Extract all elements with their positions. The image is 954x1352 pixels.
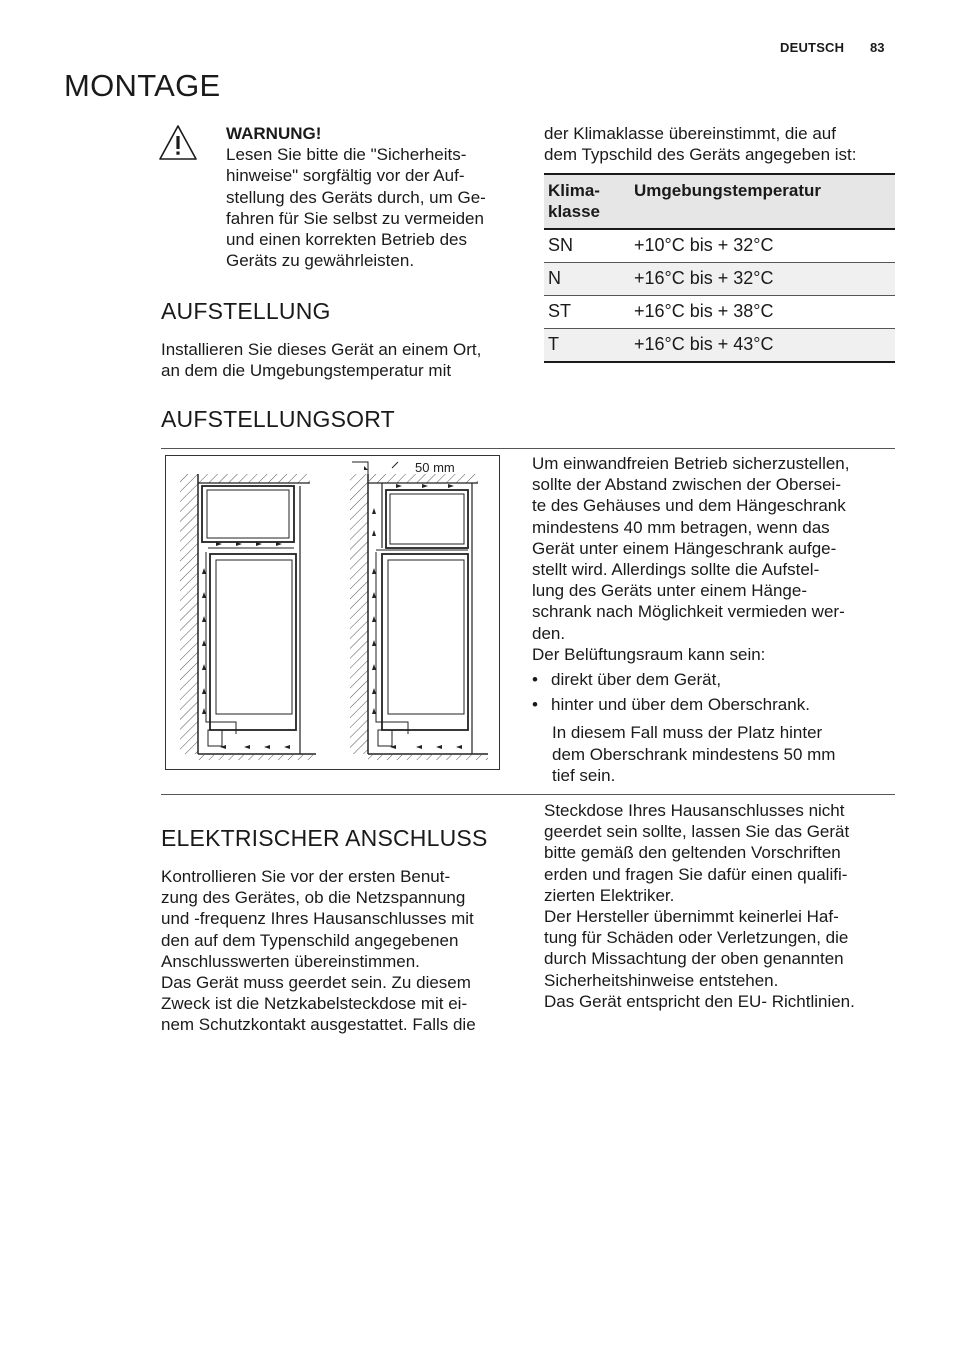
text-line: Um einwandfreien Betrieb sicherzustellen, (532, 454, 850, 473)
text-line: nem Schutzkontakt ausgestattet. Falls die (161, 1015, 476, 1035)
ventilation-diagram (166, 456, 499, 769)
aufstellung-text-continued (544, 123, 904, 165)
warning-triangle-icon (158, 124, 198, 162)
ventilation-note (532, 722, 892, 786)
table-cell-temperature: +16°C bis + 43°C (630, 329, 895, 363)
table-cell-temperature: +16°C bis + 38°C (630, 296, 895, 329)
airflow-arrows (202, 542, 290, 749)
text-line: zung des Gerätes, ob die Netzspannung (161, 888, 466, 908)
elektrisch-text-right (544, 800, 904, 1012)
text-line: lung des Geräts unter einem Hänge- (532, 581, 807, 601)
column-header-klimaklasse: Klima- klasse (544, 174, 630, 229)
section-heading-elektrischer-anschluss: ELEKTRISCHER ANSCHLUSS (161, 825, 488, 851)
text-line: und -frequenz Ihres Hausanschlusses mit (161, 909, 474, 929)
text-line: In diesem Fall muss der Platz hinter (552, 723, 823, 743)
warning-block (226, 123, 526, 271)
text-line: bitte gemäß den geltenden Vorschriften (544, 843, 841, 863)
text-line: Kontrollieren Sie vor der ersten Benut- (161, 867, 451, 886)
aufstellungsort-text (532, 453, 892, 786)
warning-line: und einen korrekten Betrieb des (226, 230, 467, 250)
ventilation-options-list (532, 669, 892, 715)
table-row (544, 329, 895, 363)
text-line: an dem die Umgebungstemperatur mit (161, 361, 452, 381)
fridge-body (210, 554, 296, 730)
text-line: Der Hersteller übernimmt keinerlei Haf- (544, 907, 839, 927)
text-line: tief sein. (552, 765, 616, 785)
text-line: Der Belüftungsraum kann sein: (532, 644, 766, 664)
aufstellung-text (161, 339, 521, 381)
table-cell-temperature: +16°C bis + 32°C (630, 263, 895, 296)
text-line: stellt wird. Allerdings sollte die Aufstel- (532, 560, 820, 580)
text-line: Installieren Sie dieses Gerät an einem Ort, (161, 340, 482, 359)
text-line: erden und fragen Sie dafür einen qualifi- (544, 864, 848, 884)
table-cell-class: ST (544, 296, 630, 329)
text-line: Das Gerät entspricht den EU- Richtlinien. (544, 991, 855, 1011)
text-line: den auf dem Typenschild angegebenen (161, 930, 459, 950)
text-line: schrank nach Möglichkeit vermieden wer- (532, 602, 845, 622)
text-line: Steckdose Ihres Hausanschlusses nicht (544, 801, 845, 820)
table-cell-class: N (544, 263, 630, 296)
section-divider (161, 448, 895, 449)
text-line: geerdet sein sollte, lassen Sie das Gerät (544, 822, 850, 842)
text-line: durch Missachtung der oben genannten (544, 949, 844, 969)
warning-line: fahren für Sie selbst zu vermeiden (226, 208, 484, 228)
text-line: Gerät unter einem Hängeschrank aufge- (532, 538, 837, 558)
section-heading-aufstellung: AUFSTELLUNG (161, 298, 331, 324)
table-cell-temperature: +10°C bis + 32°C (630, 229, 895, 263)
column-header-umgebungstemperatur: Umgebungstemperatur (630, 174, 895, 229)
warning-heading: WARNUNG! (226, 124, 322, 143)
upper-cabinet (386, 490, 468, 548)
list-item: • direkt über dem Gerät, (532, 669, 892, 690)
section-heading-aufstellungsort: AUFSTELLUNGSORT (161, 406, 395, 432)
text-line: te des Gehäuses und dem Hängeschrank (532, 496, 846, 516)
table-row (544, 296, 895, 329)
elektrisch-text-left (161, 866, 521, 1036)
text-line: Sicherheitshinweise entstehen. (544, 970, 779, 990)
table-row (544, 263, 895, 296)
installation-diagram (165, 455, 500, 770)
clearance-label: 50 mm (415, 460, 455, 475)
climate-class-table (544, 173, 895, 363)
table-cell-class: T (544, 329, 630, 363)
table-cell-class: SN (544, 229, 630, 263)
table-header-row (544, 174, 895, 229)
wall-hatching (180, 474, 198, 754)
text-line: tung für Schäden oder Verletzungen, die (544, 928, 849, 948)
warning-line: Lesen Sie bitte die "Sicherheits- (226, 145, 467, 165)
text-line: zierten Elektriker. (544, 885, 675, 905)
text-line: sollte der Abstand zwischen der Obersei- (532, 475, 841, 495)
page-title: MONTAGE (64, 68, 221, 103)
text-line: den. (532, 623, 566, 643)
warning-line: stellung des Geräts durch, um Ge- (226, 187, 486, 207)
page-number: 83 (870, 40, 885, 55)
header-language: DEUTSCH (780, 40, 845, 55)
text-line: Zweck ist die Netzkabelsteckdose mit ei- (161, 994, 468, 1014)
text-line: mindestens 40 mm betragen, wenn das (532, 517, 830, 537)
warning-line: Geräts zu gewährleisten. (226, 251, 415, 271)
table-row (544, 229, 895, 263)
list-item: • hinter und über dem Oberschrank. (532, 694, 892, 715)
text-line: Das Gerät muss geerdet sein. Zu diesem (161, 973, 471, 993)
fridge-body (382, 554, 468, 730)
text-line: dem Oberschrank mindestens 50 mm (552, 744, 836, 764)
warning-line: hinweise" sorgfältig vor der Auf- (226, 166, 465, 186)
text-line: der Klimaklasse übereinstimmt, die auf (544, 124, 836, 143)
text-line: dem Typschild des Geräts angegeben ist: (544, 145, 857, 165)
upper-cabinet (202, 486, 294, 542)
text-line: Anschlusswerten übereinstimmen. (161, 951, 420, 971)
section-divider (161, 794, 895, 795)
